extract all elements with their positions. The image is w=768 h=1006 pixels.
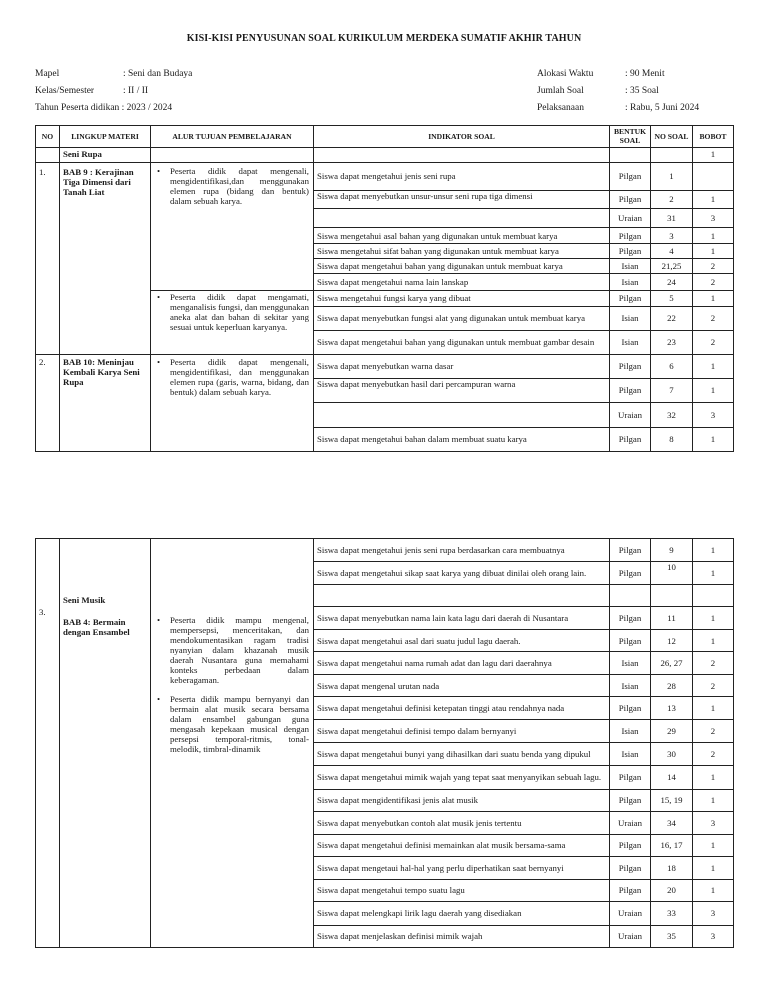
cell-nosoal: 24	[651, 274, 693, 291]
cell-nosoal: 32	[651, 402, 693, 427]
section-label: Seni Musik	[63, 595, 106, 605]
cell-nosoal: 26, 27	[651, 652, 693, 675]
cell-indikator: Siswa dapat menjelaskan definisi mimik wajah	[314, 925, 610, 947]
cell-nosoal: 10	[651, 562, 693, 585]
cell-bobot: 1	[693, 789, 734, 811]
lingkup-cell	[60, 539, 151, 948]
header-bobot: BOBOT	[693, 126, 734, 148]
cell-bentuk: Isian	[610, 675, 651, 697]
cell-indikator: Siswa dapat mengetahui jenis seni rupa	[314, 162, 610, 190]
cell-bobot: 3	[693, 925, 734, 947]
cell-no: 3.	[36, 539, 60, 948]
cell-nosoal: 15, 19	[651, 789, 693, 811]
meta-mapel	[35, 68, 193, 80]
cell-nosoal: 6	[651, 354, 693, 378]
table-row	[36, 539, 734, 562]
cell-bobot: 1	[693, 354, 734, 378]
kisi-table-1	[35, 125, 734, 452]
cell-nosoal: 23	[651, 330, 693, 354]
meta-label: Jumlah Soal	[537, 86, 584, 96]
meta-value: : Seni dan Budaya	[123, 69, 193, 79]
cell-bentuk	[610, 147, 651, 162]
cell-indikator: Siswa dapat mengetahui bahan yang digunakan untuk membuat gambar desain	[314, 330, 610, 354]
cell-bobot: 3	[693, 811, 734, 834]
cell-nosoal: 3	[651, 228, 693, 244]
cell-bobot: 1	[693, 697, 734, 720]
meta-label: Alokasi Waktu	[537, 69, 594, 79]
objective-item: • Peserta didik mampu mengenal, mempersepsi, menceritakan, dan mendokumentasikan ragam tradisi nyanyian dalam khazanah musik daerah Nusantara guna memahami konteks perbedaan dalam keberagaman.	[170, 615, 309, 685]
cell-bobot: 1	[693, 539, 734, 562]
cell-nosoal: 28	[651, 675, 693, 697]
cell-nosoal	[651, 585, 693, 607]
cell-indikator: Siswa dapat menyebutkan unsur-unsur seni rupa tiga dimensi	[314, 190, 610, 208]
cell-bobot: 1	[693, 244, 734, 259]
cell-bobot: 1	[693, 834, 734, 856]
bab-title: BAB 10: Meninjau Kembali Karya Seni Rupa	[60, 354, 151, 451]
section-label: Seni Rupa	[60, 147, 151, 162]
cell-nosoal: 35	[651, 925, 693, 947]
cell-nosoal: 5	[651, 291, 693, 307]
meta-value: : 90 Menit	[625, 69, 665, 79]
meta-label: Kelas/Semester	[35, 86, 95, 96]
cell-bobot: 1	[693, 291, 734, 307]
meta-jumlah	[537, 85, 659, 97]
cell-alur	[151, 354, 314, 451]
cell-bentuk: Pilgan	[610, 856, 651, 879]
cell-nosoal: 34	[651, 811, 693, 834]
cell-indikator: Siswa dapat menyebutkan warna dasar	[314, 354, 610, 378]
cell-indikator: Siswa dapat mengidentifikasi jenis alat musik	[314, 789, 610, 811]
spacer	[63, 605, 147, 617]
cell-bentuk: Isian	[610, 258, 651, 274]
document-title: KISI-KISI PENYUSUNAN SOAL KURIKULUM MERDEKA SUMATIF AKHIR TAHUN	[186, 33, 582, 44]
cell-nosoal: 1	[651, 162, 693, 190]
cell-indikator: Siswa dapat mengetahui asal dari suatu judul lagu daerah.	[314, 630, 610, 652]
meta-tahun	[35, 102, 172, 114]
cell-indikator	[314, 147, 610, 162]
cell-indikator: Siswa dapat menyebutkan hasil dari percampuran warna	[314, 378, 610, 402]
cell-nosoal: 11	[651, 607, 693, 630]
cell-bentuk: Pilgan	[610, 244, 651, 259]
header-indikator: INDIKATOR SOAL	[314, 126, 610, 148]
cell-indikator: Siswa dapat mengetahui nama lain lanskap	[314, 274, 610, 291]
cell-indikator: Siswa mengetahui fungsi karya yang dibuat	[314, 291, 610, 307]
cell-nosoal: 12	[651, 630, 693, 652]
cell-indikator	[314, 402, 610, 427]
meta-value: : Rabu, 5 Juni 2024	[625, 103, 700, 113]
cell-bentuk	[610, 585, 651, 607]
cell-indikator: Siswa dapat mengetahui bahan yang digunakan untuk membuat karya	[314, 258, 610, 274]
header-nosoal: NO SOAL	[651, 126, 693, 148]
cell-indikator: Siswa dapat mengetahui nama rumah adat dan lagu dari daerahnya	[314, 652, 610, 675]
cell-nosoal: 31	[651, 208, 693, 228]
cell-bentuk: Pilgan	[610, 766, 651, 789]
cell-nosoal: 29	[651, 720, 693, 743]
cell-bentuk: Isian	[610, 652, 651, 675]
cell-indikator: Siswa dapat mengetahui bunyi yang dihasilkan dari suatu benda yang dipukul	[314, 743, 610, 766]
cell-bentuk: Pilgan	[610, 228, 651, 244]
cell-bentuk: Isian	[610, 330, 651, 354]
objective-item: • Peserta didik dapat mengenali, mengidentifikasi,dan menggunakan elemen rupa (bidang dan bentuk) dalam sebuah karya.	[170, 166, 309, 206]
cell-bobot: 1	[693, 228, 734, 244]
cell-bobot	[693, 585, 734, 607]
cell-bentuk: Isian	[610, 274, 651, 291]
cell-bobot: 3	[693, 208, 734, 228]
cell-bentuk: Pilgan	[610, 697, 651, 720]
cell-indikator: Siswa dapat mengetahui definisi ketepatan tinggi atau rendahnya nada	[314, 697, 610, 720]
cell-alur	[151, 291, 314, 355]
cell-bobot: 1	[693, 427, 734, 451]
cell-bentuk: Pilgan	[610, 630, 651, 652]
meta-value: : 35 Soal	[625, 86, 659, 96]
cell-bobot: 1	[693, 766, 734, 789]
table-row	[36, 354, 734, 378]
cell-bentuk: Pilgan	[610, 378, 651, 402]
cell-bobot: 3	[693, 402, 734, 427]
cell-nosoal: 20	[651, 879, 693, 901]
cell-indikator: Siswa dapat mengetaui hal-hal yang perlu diperhatikan saat bernyanyi	[314, 856, 610, 879]
cell-bobot: 1	[693, 147, 734, 162]
header-alur: ALUR TUJUAN PEMBELAJARAN	[151, 126, 314, 148]
cell-indikator: Siswa dapat melengkapi lirik lagu daerah yang disediakan	[314, 901, 610, 925]
cell-nosoal: 18	[651, 856, 693, 879]
objective-item: • Peserta didik dapat mengenali, mengidentifikasi, dan menggunakan elemen rupa (garis, warna, bidang, dan bentuk) dalam sebuah karya.	[170, 357, 309, 397]
cell-bentuk: Uraian	[610, 811, 651, 834]
cell-indikator: Siswa dapat menyebutkan contoh alat musik jenis tertentu	[314, 811, 610, 834]
cell-bobot: 1	[693, 607, 734, 630]
objective-item: • Peserta didik dapat mengamati, menganalisis fungsi, dan menggunakan aneka alat dan bahan di sekitar yang sesuai untuk keperluan karyanya.	[170, 292, 309, 332]
cell-nosoal: 30	[651, 743, 693, 766]
cell-bentuk: Isian	[610, 743, 651, 766]
cell-bobot	[693, 162, 734, 190]
cell-bentuk: Isian	[610, 306, 651, 330]
cell-indikator: Siswa mengetahui asal bahan yang digunakan untuk membuat karya	[314, 228, 610, 244]
cell-bentuk: Pilgan	[610, 190, 651, 208]
cell-nosoal: 13	[651, 697, 693, 720]
cell-nosoal: 7	[651, 378, 693, 402]
meta-kelas	[35, 85, 149, 97]
cell-alur	[151, 162, 314, 290]
cell-bobot: 1	[693, 879, 734, 901]
meta-value: : 2023 / 2024	[121, 103, 173, 113]
cell-bentuk: Pilgan	[610, 539, 651, 562]
cell-bobot: 1	[693, 630, 734, 652]
cell-indikator: Siswa dapat mengetahui jenis seni rupa berdasarkan cara membuatnya	[314, 539, 610, 562]
cell-bentuk: Pilgan	[610, 834, 651, 856]
cell-bobot: 2	[693, 675, 734, 697]
meta-label: Pelaksanaan	[537, 103, 584, 113]
cell-no: 2.	[36, 354, 60, 451]
cell-bobot: 2	[693, 306, 734, 330]
cell-bobot: 2	[693, 652, 734, 675]
cell-indikator	[314, 585, 610, 607]
section-row	[36, 147, 734, 162]
cell-bentuk: Pilgan	[610, 879, 651, 901]
cell-bentuk: Pilgan	[610, 427, 651, 451]
header-bentuk: BENTUK SOAL	[610, 126, 651, 148]
cell-indikator: Siswa dapat mengetahui sikap saat karya yang dibuat dinilai oleh orang lain.	[314, 562, 610, 585]
cell-nosoal: 4	[651, 244, 693, 259]
cell-nosoal: 21,25	[651, 258, 693, 274]
cell-no	[36, 147, 60, 162]
cell-bobot: 2	[693, 720, 734, 743]
cell-indikator: Siswa dapat mengetahui definisi tempo dalam bernyanyi	[314, 720, 610, 743]
cell-bobot: 1	[693, 378, 734, 402]
cell-no: 1.	[36, 162, 60, 354]
cell-bentuk: Pilgan	[610, 162, 651, 190]
cell-bobot: 2	[693, 258, 734, 274]
cell-alur	[151, 147, 314, 162]
cell-indikator: Siswa dapat mengetahui mimik wajah yang tepat saat menyanyikan sebuah lagu.	[314, 766, 610, 789]
bab-title: BAB 4: Bermain dengan Ensambel	[63, 617, 130, 637]
cell-bobot: 2	[693, 330, 734, 354]
cell-nosoal	[651, 147, 693, 162]
cell-bentuk: Uraian	[610, 208, 651, 228]
header-lingkup: LINGKUP MATERI	[60, 126, 151, 148]
kisi-table-2	[35, 538, 734, 948]
header-no: NO	[36, 126, 60, 148]
cell-indikator: Siswa dapat menyebutkan nama lain kata lagu dari daerah di Nusantara	[314, 607, 610, 630]
cell-bentuk: Pilgan	[610, 789, 651, 811]
cell-bentuk: Pilgan	[610, 354, 651, 378]
meta-value: : II / II	[123, 86, 149, 96]
cell-bentuk: Uraian	[610, 901, 651, 925]
cell-indikator: Siswa dapat mengenal urutan nada	[314, 675, 610, 697]
cell-bobot: 1	[693, 562, 734, 585]
table-row	[36, 162, 734, 190]
bab-title: BAB 9 : Kerajinan Tiga Dimensi dari Tanah Liat	[60, 162, 151, 354]
cell-bentuk: Pilgan	[610, 291, 651, 307]
cell-bobot: 2	[693, 743, 734, 766]
cell-bentuk: Pilgan	[610, 607, 651, 630]
cell-nosoal: 33	[651, 901, 693, 925]
objective-item: • Peserta didik mampu bernyanyi dan bermain alat musik secara bersama dalam ensambel gabungan guna mengasah kepekaan musical dengan persepsi temporal-ritmis, tonal-melodik, timbral-dinamik	[170, 694, 309, 754]
cell-nosoal: 2	[651, 190, 693, 208]
meta-label: Tahun Peserta didikan	[35, 103, 120, 113]
cell-bentuk: Isian	[610, 720, 651, 743]
cell-indikator: Siswa dapat menyebutkan fungsi alat yang digunakan untuk membuat karya	[314, 306, 610, 330]
cell-bobot: 3	[693, 901, 734, 925]
cell-bentuk: Uraian	[610, 925, 651, 947]
cell-indikator: Siswa dapat mengetahui definisi memainkan alat musik bersama-sama	[314, 834, 610, 856]
cell-indikator: Siswa dapat mengetahui bahan dalam membuat suatu karya	[314, 427, 610, 451]
cell-nosoal: 14	[651, 766, 693, 789]
table-header-row	[36, 126, 734, 148]
cell-bobot: 1	[693, 190, 734, 208]
cell-bobot: 2	[693, 274, 734, 291]
cell-nosoal: 22	[651, 306, 693, 330]
meta-alokasi	[537, 68, 665, 80]
cell-indikator: Siswa dapat mengetahui tempo suatu lagu	[314, 879, 610, 901]
cell-bentuk: Pilgan	[610, 562, 651, 585]
cell-nosoal: 16, 17	[651, 834, 693, 856]
cell-indikator	[314, 208, 610, 228]
cell-nosoal: 8	[651, 427, 693, 451]
cell-bentuk: Uraian	[610, 402, 651, 427]
meta-pelaksanaan	[537, 102, 700, 114]
cell-alur	[151, 539, 314, 948]
cell-bobot: 1	[693, 856, 734, 879]
meta-label: Mapel	[35, 69, 60, 79]
cell-nosoal: 9	[651, 539, 693, 562]
cell-indikator: Siswa mengetahui sifat bahan yang digunakan untuk membuat karya	[314, 244, 610, 259]
